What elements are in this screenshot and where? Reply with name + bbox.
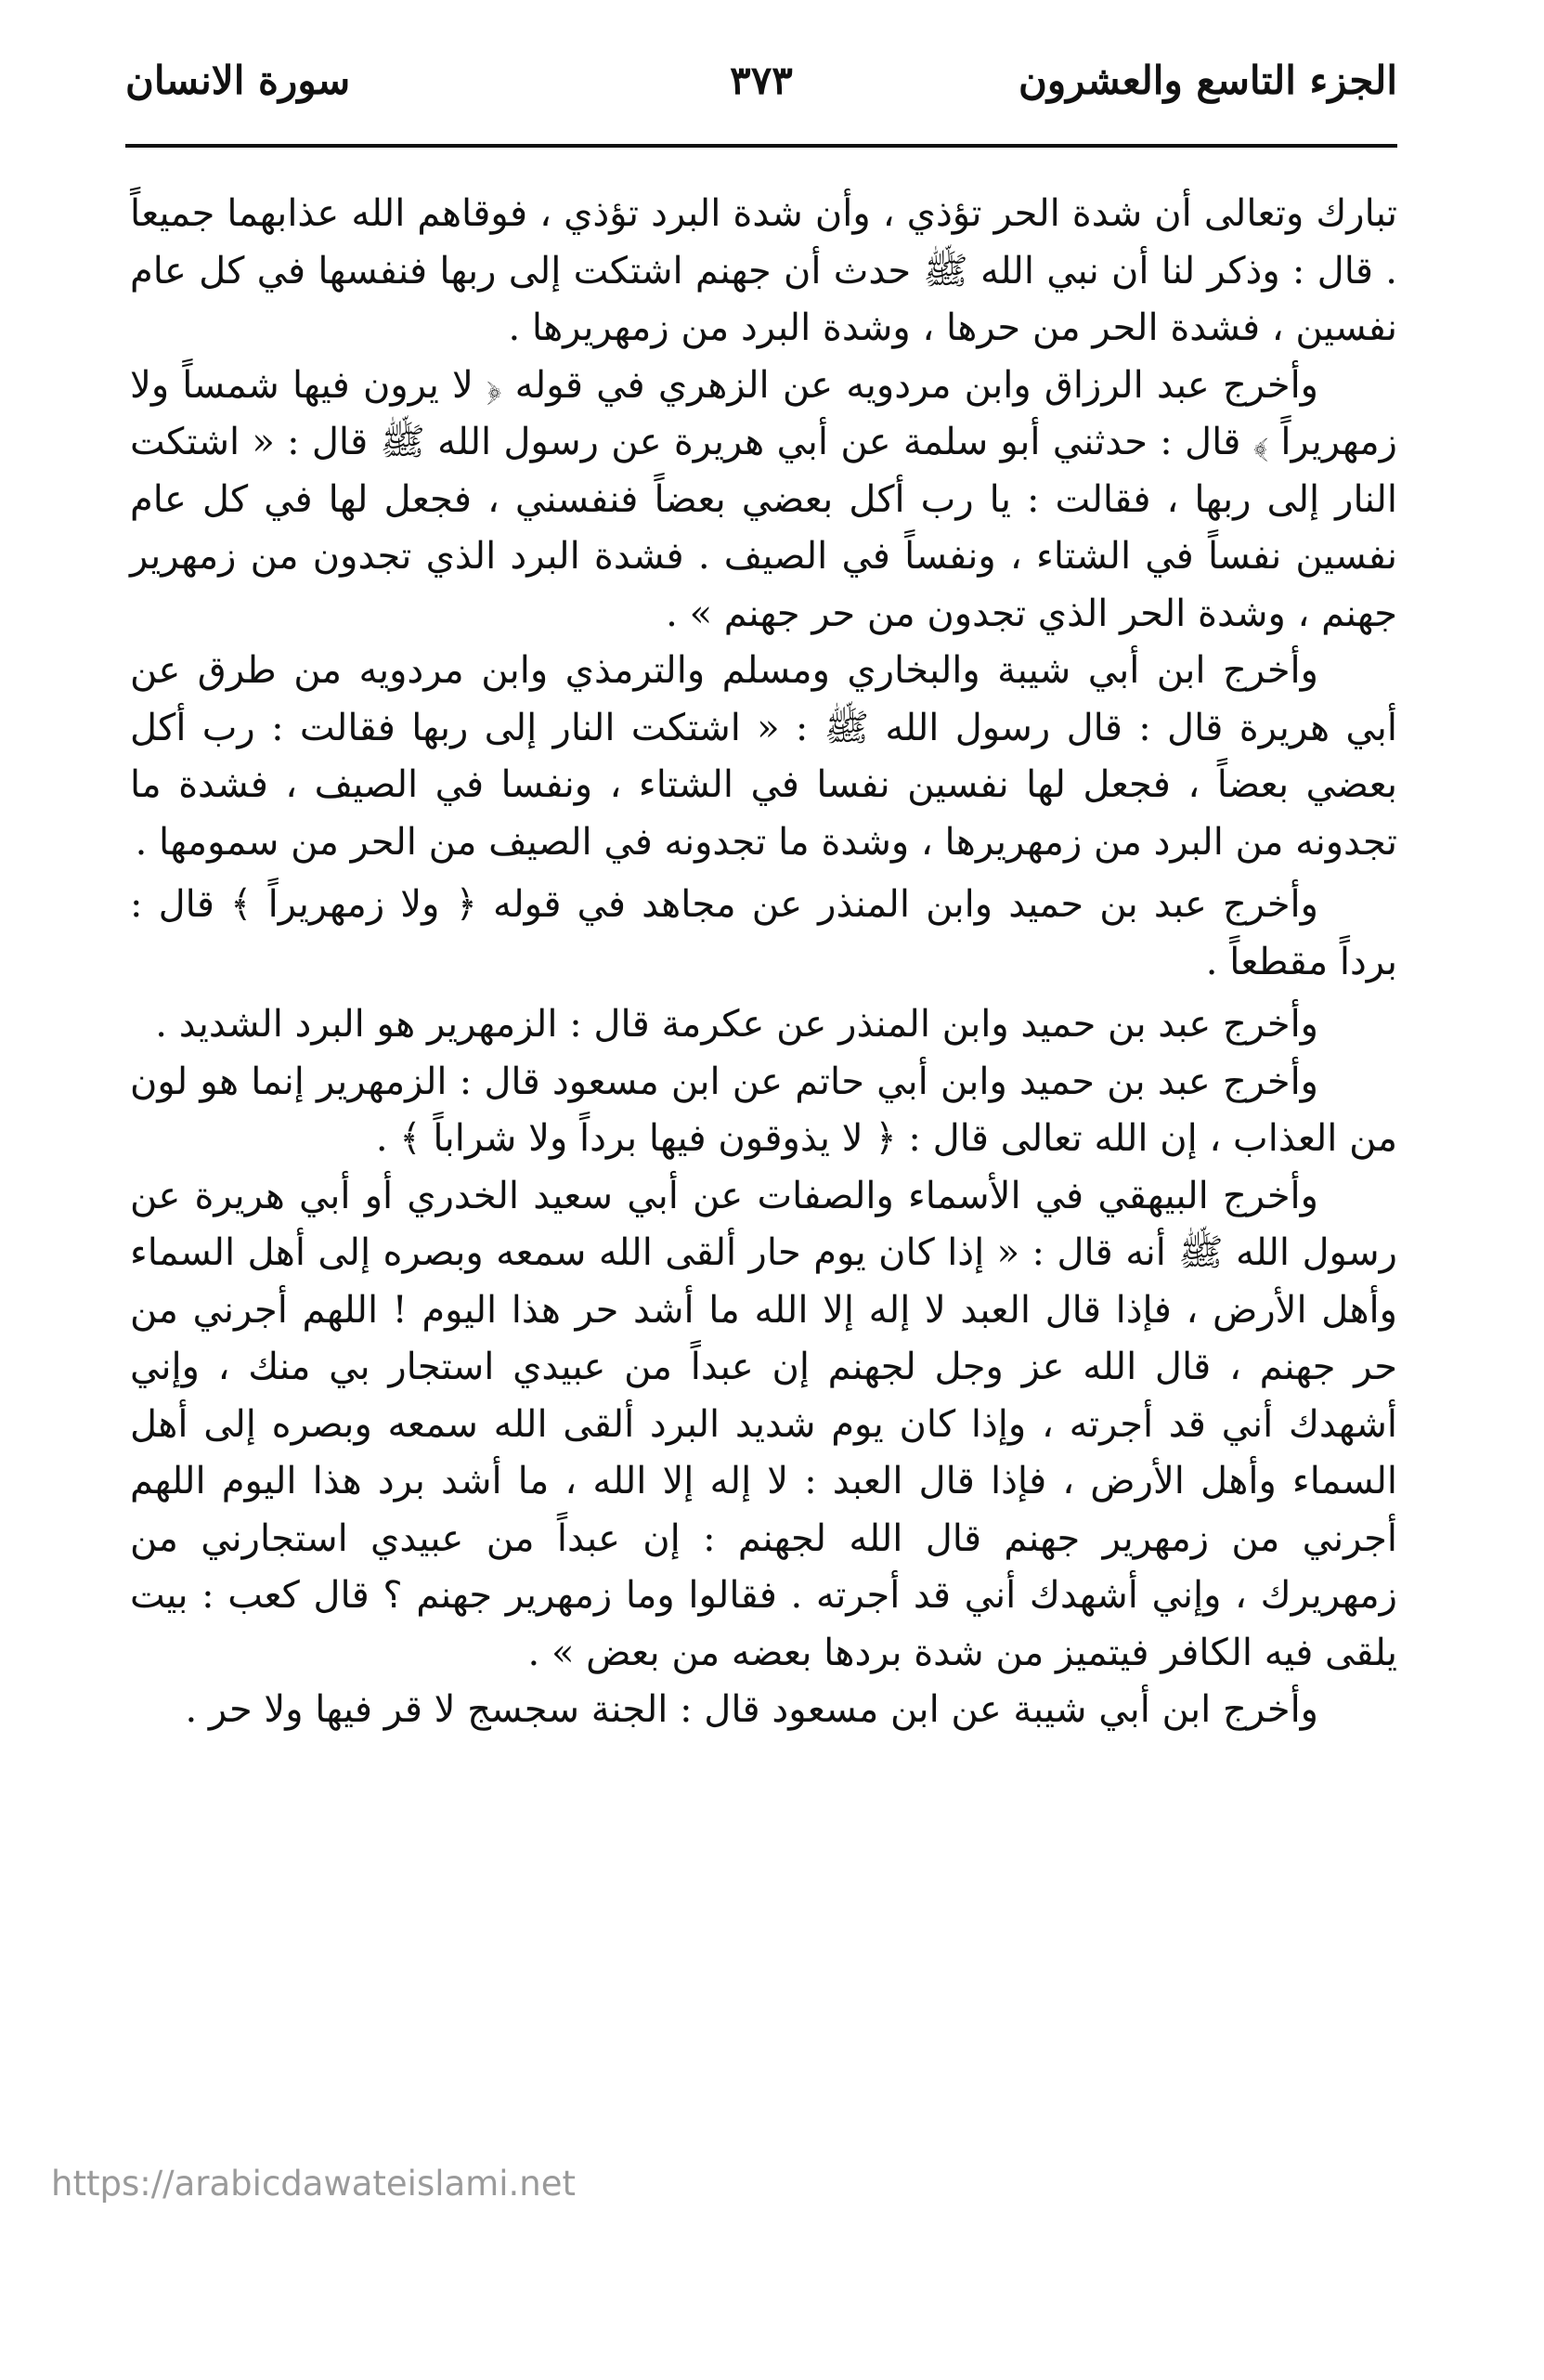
paragraph: وأخرج ابن أبي شيبة عن ابن مسعود قال : الجنة سجسج لا قر فيها ولا حر . bbox=[185, 1688, 1318, 1731]
watermark-url: https://arabicdawateislami.net bbox=[51, 2164, 576, 2204]
juz-title: الجزء التاسع والعشرون bbox=[1018, 58, 1397, 103]
paragraph: وأخرج عبد بن حميد وابن أبي حاتم عن ابن مسعود قال : الزمهرير إنما هو لون من العذاب ، إن الله تعالى قال : ﴿ لا يذوقون فيها برداً ولا شراباً ﴾ . bbox=[130, 1060, 1397, 1160]
paragraph: وأخرج عبد بن حميد وابن المنذر عن مجاهد في قوله ﴿ ولا زمهريراً ﴾ قال : برداً مقطعاً . bbox=[130, 883, 1397, 983]
surah-title: سورة الانسان bbox=[125, 58, 351, 103]
paragraph: تبارك وتعالى أن شدة الحر تؤذي ، وأن شدة البرد تؤذي ، فوقاهم الله عذابهما جميعاً . قال : وذكر لنا أن نبي الله ﷺ حدث أن جهنم اشتكت إلى ربها فنفسها في كل عام نفسين ، فشدة الحر من حرها ، وشدة البرد من زمهريرها . bbox=[130, 192, 1398, 349]
paragraph: وأخرج ابن أبي شيبة والبخاري ومسلم والترمذي وابن مردويه من طرق عن أبي هريرة قال : قال رسول الله ﷺ : « اشتكت النار إلى ربها فقالت : رب أكل بعضي بعضاً ، فجعل لها نفسين نفسا في الشتاء ، ونفسا في الصيف ، فشدة ما تجدونه من البرد من زمهريرها ، وشدة ما تجدونه في الصيف من الحر من سمومها . bbox=[130, 649, 1397, 864]
page-body bbox=[130, 186, 1397, 1739]
paragraph: وأخرج البيهقي في الأسماء والصفات عن أبي سعيد الخدري أو أبي هريرة عن رسول الله ﷺ أنه قال : « إذا كان يوم حار ألقى الله سمعه وبصره إلى أهل السماء وأهل الأرض ، فإذا قال العبد لا إله إلا الله ما أشد حر هذا اليوم ! اللهم أجرني من حر جهنم ، قال الله عز وجل لجهنم إن عبداً من عبيدي استجار بي منك ، وإني أشهدك أني قد أجرته ، وإذا كان يوم شديد البرد ألقى الله سمعه وبصره إلى أهل السماء وأهل الأرض ، فإذا قال العبد : لا إله إلا الله ، ما أشد برد هذا اليوم اللهم أجرني من زمهرير جهنم قال الله لجهنم : إن عبداً من عبيدي استجارني من زمهريرك ، وإني أشهدك أني قد أجرته . فقالوا وما زمهرير جهنم ؟ قال كعب : بيت يلقى فيه الكافر فيتميز من شدة بردها بعضه من بعض » . bbox=[130, 1174, 1397, 1674]
page-number: ٣٧٣ bbox=[730, 58, 793, 103]
paragraph: وأخرج عبد بن حميد وابن المنذر عن عكرمة قال : الزمهرير هو البرد الشديد . bbox=[155, 1003, 1318, 1046]
paragraph: وأخرج عبد الرزاق وابن مردويه عن الزهري في قوله ﴿ لا يرون فيها شمساً ولا زمهريراً ﴾ قال : حدثني أبو سلمة عن أبي هريرة عن رسول الله ﷺ قال : « اشتكت النار إلى ربها ، فقالت : يا رب أكل بعضي بعضاً فنفسني ، فجعل لها في كل عام نفسين نفساً في الشتاء ، ونفساً في الصيف . فشدة البرد الذي تجدون من زمهرير جهنم ، وشدة الحر الذي تجدون من حر جهنم » . bbox=[130, 363, 1397, 635]
header-divider bbox=[125, 144, 1397, 148]
page-header bbox=[125, 48, 1397, 132]
